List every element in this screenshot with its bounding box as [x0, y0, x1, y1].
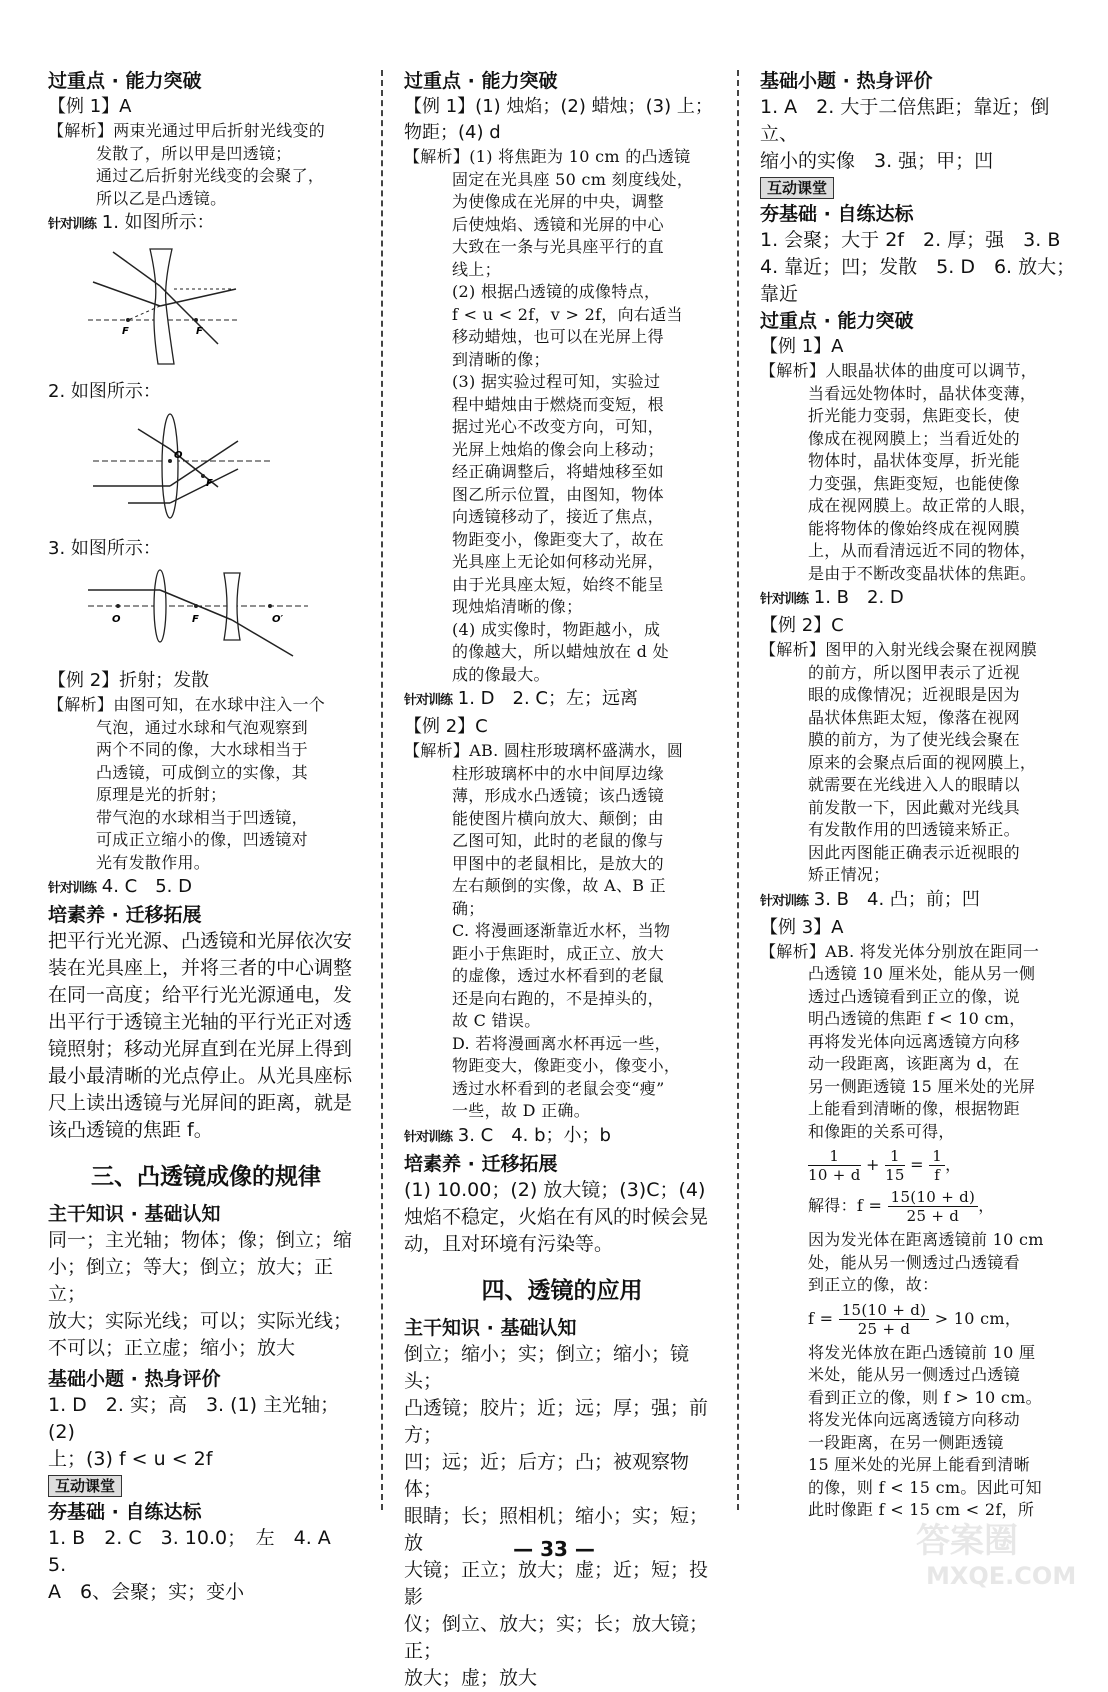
- analysis-line: 因此丙图能正确表示近视眼的: [808, 842, 1020, 862]
- section-heading: 过重点 · 能力突破: [404, 70, 558, 92]
- equation-lens-formula: [760, 1147, 1076, 1184]
- drill-tag: 针对训练: [404, 1129, 453, 1145]
- analysis-line: 看到正立的像，则 f > 10 cm。: [808, 1387, 1042, 1407]
- operator: =: [910, 1155, 924, 1174]
- question: 1. 如图所示：: [101, 212, 215, 233]
- section-heading: 基础小题 · 热身评价: [760, 70, 933, 92]
- analysis-line: 人眼晶状体的曲度可以调节，: [825, 361, 1038, 380]
- answer-line: (1) 10.00；(2) 放大镜；(3)C；(4): [404, 1178, 706, 1201]
- analysis-line: 再将发光体向远离透镜方向移: [808, 1031, 1020, 1051]
- question: 3. 如图所示：: [48, 538, 161, 559]
- answer-line: A 6、会聚；实；变小: [48, 1581, 245, 1603]
- section-heading: 培素养 · 迁移拓展: [48, 904, 202, 926]
- focus-label: F: [122, 326, 129, 337]
- analysis-line: 另一侧距透镜 15 厘米处的光屏: [808, 1076, 1036, 1096]
- section-heading: 基础小题 · 热身评价: [48, 1368, 221, 1390]
- analysis-line: 图乙所示位置，由图知，物体: [452, 484, 664, 504]
- analysis-line: 明凸透镜的焦距 f < 10 cm，: [808, 1009, 1026, 1028]
- analysis-line: 将发光体放在距凸透镜前 10 厘: [808, 1342, 1036, 1362]
- section-heading: 夯基础 · 自练达标: [760, 203, 914, 225]
- analysis-line: 大致在一条与光具座平行的直: [452, 237, 664, 256]
- analysis-line: 一段距离，在另一侧距透镜: [808, 1432, 1004, 1452]
- equation-prefix: f =: [808, 1308, 834, 1328]
- analysis-line: 一些，故 D 正确。: [452, 1101, 591, 1120]
- analysis-line: 据过光心不改变方向，可知，: [452, 417, 664, 436]
- analysis-line: 光有发散作用。: [96, 852, 211, 872]
- analysis-line: 15 厘米处的光屏上能看到清晰: [808, 1455, 1030, 1474]
- denominator: 15: [885, 1166, 905, 1184]
- analysis-label: 【解析】: [760, 640, 826, 659]
- analysis-line: 程中蜡烛由于燃烧而变短，根: [452, 394, 664, 414]
- analysis-line: 乙图可知，此时的老鼠的像与: [452, 831, 664, 850]
- answer-line: 同一；主光轴；物体；像；倒立；缩: [48, 1229, 353, 1251]
- analysis-line: 凸透镜 10 厘米处，能从另一侧: [808, 964, 1036, 983]
- answer-line: 靠近: [760, 283, 799, 305]
- example-answer: 【例 3】A: [760, 916, 844, 938]
- equation-suffix: > 10 cm，: [934, 1308, 1022, 1328]
- answer-line: 上；(3) f < u < 2f: [48, 1448, 213, 1470]
- analysis-line: 物体时，晶状体变厚，折光能: [808, 451, 1020, 470]
- example-answer: 【例 1】A: [48, 96, 132, 117]
- figure-convex-lens-2: [88, 411, 278, 526]
- focus-label: F: [196, 326, 203, 337]
- watermark-text: MXQE.COM: [926, 1562, 1077, 1590]
- analysis-line: 柱形玻璃杯中的水中间厚边缘: [452, 763, 664, 783]
- equation-solve-f: [760, 1188, 1076, 1225]
- analysis-line: 力变强，焦距变短，也能使像: [808, 473, 1020, 493]
- analysis-line: C. 将漫画逐渐靠近水杯，当物: [452, 921, 671, 940]
- interactive-class-tag: 互动课堂: [48, 1475, 122, 1497]
- analysis-line: 确；: [452, 898, 485, 918]
- section-heading: 夯基础 · 自练达标: [48, 1501, 202, 1523]
- analysis-line: 所以乙是凸透镜。: [96, 188, 227, 208]
- answers: 4. C 5. D: [101, 876, 192, 897]
- analysis-line: 向透镜移动了，接近了焦点，: [452, 507, 664, 526]
- figure-lens-combo-3: [88, 568, 308, 658]
- center-label: O: [174, 450, 183, 461]
- analysis-label: 【解析】: [404, 741, 470, 760]
- analysis-label: 【解析】: [760, 361, 826, 380]
- analysis-line: 发散了，所以甲是凹透镜；: [96, 143, 292, 163]
- analysis-line: 动一段距离，该距离为 d，在: [808, 1054, 1020, 1073]
- analysis-line: 成的像最大。: [452, 664, 550, 684]
- answer-line: 凸透镜；胶片；近；远；厚；强；前方；: [404, 1396, 709, 1446]
- section-heading: 过重点 · 能力突破: [760, 310, 914, 332]
- answer-line: 放大；虚；放大: [404, 1666, 538, 1689]
- answer-line: 4. 靠近；凹；发散 5. D 6. 放大；: [760, 256, 1076, 278]
- denominator: 10 + d: [808, 1166, 861, 1184]
- analysis-line: 两个不同的像，大水球相当于: [96, 740, 308, 759]
- answers: 1. D 2. C；左；远离: [457, 688, 638, 709]
- analysis-line: 能将物体的像始终成在视网膜: [808, 518, 1020, 538]
- analysis-line: 凸透镜，可成倒立的实像，其: [96, 762, 308, 782]
- answers: 1. B 2. D: [813, 587, 904, 608]
- drill-tag: 针对训练: [404, 693, 453, 708]
- analysis-line: (2) 根据凸透镜的成像特点，: [452, 282, 661, 301]
- analysis-line: 经正确调整后，将蜡烛移至如: [452, 462, 664, 481]
- analysis: [48, 120, 364, 210]
- drill-tag: 针对训练: [48, 217, 97, 232]
- analysis-line: 折光能力变弱，焦距变长，使: [808, 406, 1020, 425]
- column-1: [48, 68, 364, 1606]
- analysis-line: 米处，能从另一侧透过凸透镜: [808, 1365, 1020, 1384]
- answer-line: 小；倒立；等大；倒立；放大；正立；: [48, 1256, 334, 1305]
- analysis-line: 到清晰的像；: [452, 349, 550, 369]
- analysis-line: 两束光通过甲后折射光线变的: [113, 121, 326, 140]
- drill-tag: 针对训练: [760, 893, 809, 909]
- analysis-label: 【解析】: [48, 695, 114, 714]
- section-heading: 培素养 · 迁移拓展: [404, 1152, 558, 1175]
- analysis-line: 矫正情况；: [808, 865, 890, 884]
- center-label: O′: [272, 614, 284, 625]
- analysis-line: 上能看到清晰的像，根据物距: [808, 1099, 1020, 1118]
- analysis: [48, 694, 364, 874]
- analysis-label: 【解析】: [760, 941, 826, 961]
- center-label: O: [112, 614, 121, 625]
- section-heading: 主干知识 · 基础认知: [404, 1316, 577, 1339]
- punctuation: ，: [945, 1155, 962, 1174]
- analysis-line: 通过乙后折射光线变的会聚了，: [96, 166, 325, 185]
- analysis-line: 距小于焦距时，成正立、放大: [452, 943, 664, 963]
- analysis-line: 光屏上烛焰的像会向上移动；: [452, 439, 664, 459]
- analysis-line: 是由于不断改变晶状体的焦距。: [808, 563, 1037, 583]
- analysis-line: 此时像距 f < 15 cm < 2f，所: [808, 1500, 1035, 1519]
- numerator: 1: [929, 1147, 945, 1166]
- paragraph-line: 该凸透镜的焦距 f。: [48, 1119, 213, 1141]
- drill-tag: 针对训练: [48, 881, 97, 896]
- question: 2. 如图所示：: [48, 381, 161, 402]
- analysis-line: 的虚像，透过水杯看到的老鼠: [452, 966, 664, 985]
- analysis-line: 固定在光具座 50 cm 刻度线处，: [452, 169, 694, 189]
- paragraph-line: 在同一高度；给平行光光源通电，发: [48, 984, 353, 1006]
- example-answer: 【例 1】A: [760, 336, 844, 357]
- analysis-line: AB. 圆柱形玻璃杯盛满水，圆: [469, 741, 684, 760]
- answer-line: 1. B 2. C 3. 10.0； 左 4. A 5.: [48, 1527, 350, 1576]
- section-heading: 过重点 · 能力突破: [48, 70, 202, 92]
- drill-tag: 针对训练: [760, 592, 809, 607]
- analysis-line: 透过水杯看到的老鼠会变“瘦”: [452, 1078, 665, 1098]
- answer-line: 倒立；缩小；实；倒立；缩小；镜头；: [404, 1342, 690, 1392]
- analysis-line: 的前方，所以图甲表示了近视: [808, 662, 1020, 682]
- example-answer: 【例 2】折射；发散: [48, 670, 210, 691]
- analysis-line: 将发光体向远离透镜方向移动: [808, 1410, 1020, 1429]
- analysis-line: 像成在视网膜上；当看近处的: [808, 428, 1020, 448]
- example-answer: 【例 1】(1) 烛焰；(2) 蜡烛；(3) 上；: [404, 96, 713, 117]
- analysis-line: 到正立的像，故：: [808, 1275, 939, 1294]
- analysis-line: 左右颠倒的实像，故 A、B 正: [452, 876, 666, 895]
- analysis-line: 的像，则 f < 15 cm。因此可知: [808, 1477, 1042, 1497]
- analysis-line: 成在视网膜上。故正常的人眼，: [808, 496, 1037, 515]
- column-3: [760, 68, 1076, 1522]
- analysis-line: 还是向右跑的，不是掉头的，: [452, 988, 664, 1008]
- analysis-line: (4) 成实像时，物距越小，成: [452, 619, 661, 639]
- analysis-line: AB. 将发光体分别放在距同一: [825, 941, 1040, 961]
- paragraph-line: 尺上读出透镜与光屏间的距离，就是: [48, 1092, 353, 1114]
- answers: 3. C 4. b；小；b: [457, 1124, 611, 1146]
- analysis-line: 为使像成在光屏的中央，调整: [452, 192, 664, 211]
- answer-line: 凹；远；近；后方；凸；被观察物体；: [404, 1450, 690, 1500]
- paragraph-line: 出平行于透镜主光轴的平行光正对透: [48, 1011, 353, 1033]
- equation-inequality: [760, 1301, 1076, 1338]
- analysis-label: 【解析】: [404, 147, 470, 166]
- denominator: f: [934, 1166, 941, 1184]
- analysis-line: 现烛焰清晰的像；: [452, 597, 583, 616]
- numerator: 15(10 + d): [839, 1301, 930, 1320]
- analysis-line: 原来的会聚点后面的视网膜上，: [808, 752, 1037, 772]
- paragraph-line: 把平行光光源、凸透镜和光屏依次安: [48, 930, 353, 952]
- analysis-line: 晶状体焦距太短，像落在视网: [808, 707, 1020, 727]
- column-divider: [737, 70, 739, 1510]
- analysis-line: 有发散作用的凹透镜来矫正。: [808, 820, 1020, 839]
- analysis-line: 甲图中的老鼠相比，是放大的: [452, 853, 664, 873]
- analysis-line: 处，能从另一侧透过凸透镜看: [808, 1252, 1020, 1272]
- analysis: [760, 941, 1076, 1522]
- answer-line: 仪；倒立、放大；实；长；放大镜；正；: [404, 1612, 709, 1662]
- analysis-line: 由于光具座太短，始终不能呈: [452, 574, 664, 594]
- analysis-line: 原理是光的折射；: [96, 785, 227, 804]
- chapter-title: 三、凸透镜成像的规律: [91, 1164, 321, 1190]
- analysis-line: 眼的成像情况；近视眼是因为: [808, 685, 1020, 704]
- punctuation: ，: [978, 1196, 995, 1215]
- analysis-line: 后使烛焰、透镜和光屏的中心: [452, 214, 664, 234]
- analysis-line: 图甲的入射光线会聚在视网膜: [825, 640, 1038, 659]
- analysis-line: (1) 将焦距为 10 cm 的凸透镜: [469, 147, 691, 166]
- analysis-label: 【解析】: [48, 121, 114, 140]
- chapter-title: 四、透镜的应用: [481, 1277, 643, 1304]
- column-divider: [381, 70, 383, 1510]
- analysis-line: 因为发光体在距离透镜前 10 cm: [808, 1230, 1044, 1249]
- analysis-line: 带气泡的水球相当于凹透镜，: [96, 807, 308, 827]
- analysis-line: 的像越大，所以蜡烛放在 d 处: [452, 642, 669, 661]
- analysis-line: 能使图片横向放大、颠倒；由: [452, 808, 664, 828]
- denominator: 25 + d: [857, 1319, 911, 1338]
- analysis-line: 光具座上无论如何移动光屏，: [452, 552, 664, 571]
- denominator: 25 + d: [906, 1207, 960, 1225]
- focus-label: F: [206, 478, 213, 489]
- analysis-line: 就需要在光线进入人的眼睛以: [808, 775, 1020, 794]
- section-heading: 主干知识 · 基础认知: [48, 1203, 221, 1225]
- analysis: [760, 639, 1076, 887]
- answer-line: 1. A 2. 大于二倍焦距；靠近；倒立、: [760, 96, 1050, 145]
- paragraph-line: 装在光具座上，并将三者的中心调整: [48, 957, 353, 979]
- analysis-line: 移动蜡烛，也可以在光屏上得: [452, 327, 664, 346]
- answer-line: 动，且对环境有污染等。: [404, 1232, 614, 1255]
- analysis-line: 故 C 错误。: [452, 1011, 541, 1030]
- answer-line: 不可以；正立虚；缩小；放大: [48, 1337, 296, 1359]
- answer-line: 1. D 2. 实；高 3. (1) 主光轴；(2): [48, 1394, 340, 1443]
- analysis-line: 和像距的关系可得，: [808, 1121, 955, 1141]
- example-answer: 【例 2】C: [760, 615, 844, 636]
- paragraph-line: 镜照射；移动光屏直到在光屏上得到: [48, 1038, 353, 1060]
- analysis-line: 气泡，通过水球和气泡观察到: [96, 717, 308, 737]
- numerator: 15(10 + d): [888, 1188, 979, 1207]
- analysis-line: 物距变大，像距变小，像变小，: [452, 1056, 681, 1075]
- watermark-logo: [896, 1512, 1086, 1592]
- analysis-line: 可成正立缩小的像，凹透镜对: [96, 830, 308, 849]
- example-answer: 物距；(4) d: [404, 122, 501, 143]
- answer-line: 烛焰不稳定，火焰在有风的时候会晃: [404, 1205, 709, 1228]
- analysis-line: f < u < 2f，v > 2f，向右适当: [452, 304, 683, 324]
- answer-line: 放大；实际光线；可以；实际光线；: [48, 1310, 353, 1332]
- interactive-class-tag: 互动课堂: [760, 177, 834, 199]
- column-2: [404, 68, 720, 1692]
- watermark-text: 答案圈: [916, 1521, 1018, 1561]
- paragraph-line: 最小最清晰的光点停止。从光具座标: [48, 1065, 353, 1087]
- analysis-line: 前发散一下，因此戴对光线具: [808, 797, 1020, 817]
- analysis: [404, 740, 720, 1123]
- analysis-line: (3) 据实验过程可知，实验过: [452, 372, 661, 391]
- answer-line: 缩小的实像 3. 强；甲；凹: [760, 150, 994, 172]
- answer-line: 1. 会聚；大于 2f 2. 厚；强 3. B: [760, 229, 1061, 251]
- answer-line: 眼睛；长；照相机；缩小；实；短；放: [404, 1504, 709, 1554]
- analysis-line: 线上；: [452, 259, 501, 279]
- analysis-line: 当看远处物体时，晶状体变薄，: [808, 383, 1037, 403]
- example-answer: 【例 2】C: [404, 716, 488, 737]
- figure-concave-lens-1: [88, 244, 238, 369]
- analysis-line: 物距变小，像距变大了，故在: [452, 529, 664, 549]
- analysis: [404, 146, 720, 686]
- analysis: [760, 360, 1076, 585]
- page-number: — 33 —: [513, 1537, 595, 1561]
- answer-line: 大镜；正立；放大；虚；近；短；投影: [404, 1558, 709, 1608]
- operator: +: [865, 1155, 880, 1174]
- numerator: 1: [885, 1147, 905, 1166]
- focus-label: F: [192, 614, 199, 625]
- analysis-line: D. 若将漫画离水杯再远一些，: [452, 1033, 671, 1053]
- analysis-line: 薄，形成水凸透镜；该凸透镜: [452, 786, 664, 805]
- analysis-line: 上，从而看清远近不同的物体，: [808, 541, 1037, 560]
- numerator: 1: [808, 1147, 861, 1166]
- equation-prefix: 解得：f =: [808, 1196, 883, 1215]
- analysis-line: 膜的前方，为了使光线会聚在: [808, 730, 1020, 749]
- analysis-line: 透过凸透镜看到正立的像，说: [808, 986, 1020, 1006]
- answers: 3. B 4. 凸；前；凹: [813, 888, 980, 910]
- analysis-line: 由图可知，在水球中注入一个: [113, 695, 326, 714]
